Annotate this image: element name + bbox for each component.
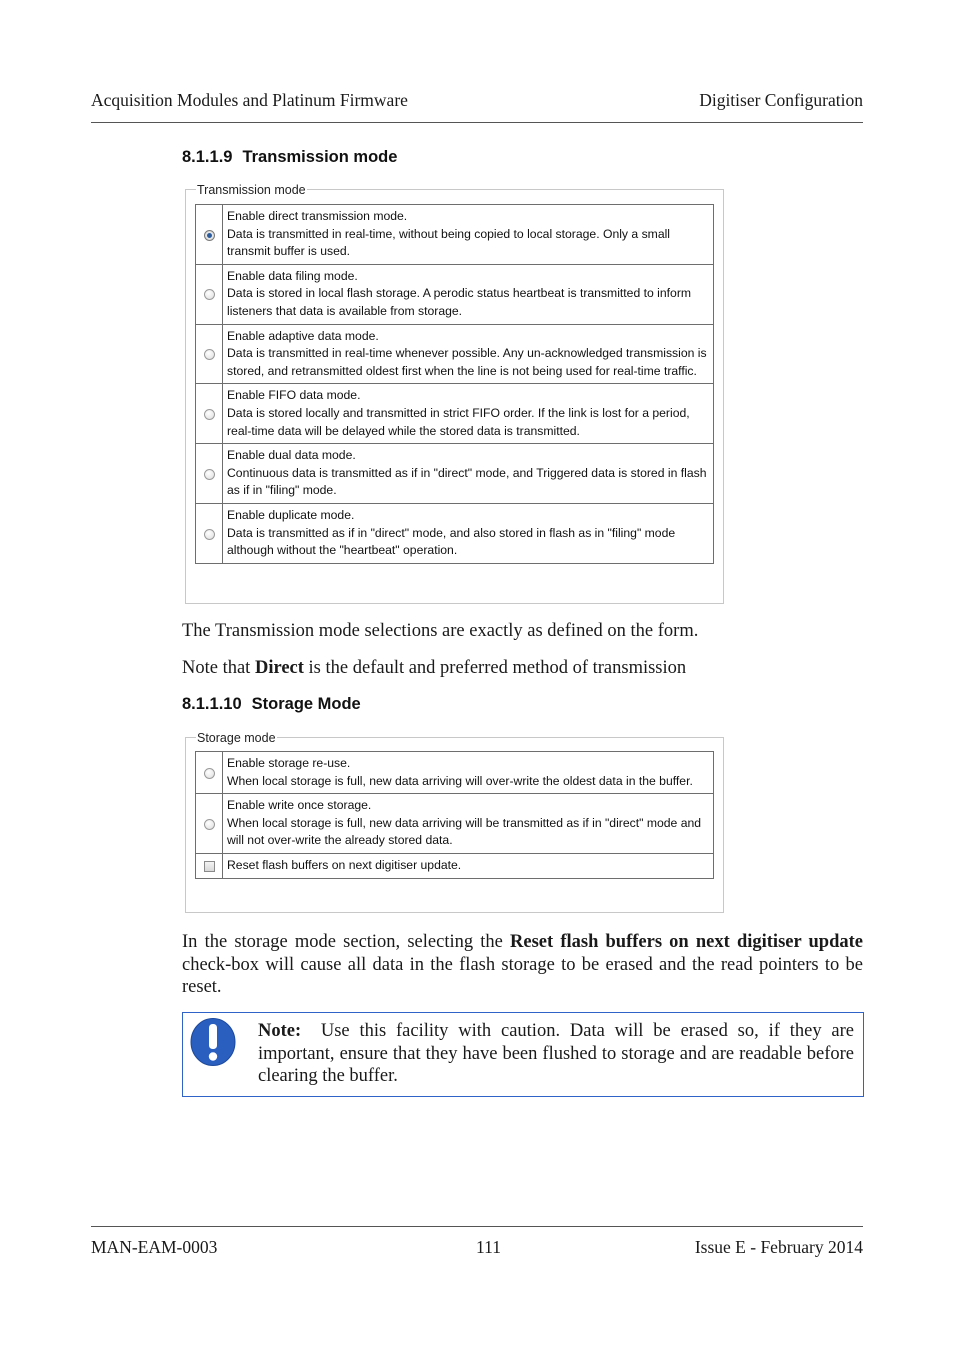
- option-text-cell: [223, 205, 714, 265]
- control-cell: [196, 853, 223, 878]
- option-row: [196, 853, 714, 878]
- option-description: Data is transmitted in real-time whenever possible. Any un-acknowledged transmission is stored, and retransmitted oldest first when the line is not being used for real-time traffic.: [227, 346, 707, 378]
- control-cell: [196, 384, 223, 444]
- fieldset-legend: Storage mode: [197, 731, 276, 745]
- radio-button[interactable]: [204, 768, 215, 779]
- section-heading-storage: [182, 695, 361, 714]
- radio-button[interactable]: [204, 469, 215, 480]
- fieldset-legend: Transmission mode: [197, 183, 306, 197]
- radio-button[interactable]: [204, 409, 215, 420]
- storage-mode-fieldset: [185, 731, 724, 913]
- option-description: When local storage is full, new data arriving will over-write the oldest data in the buffer.: [227, 773, 693, 788]
- footer-rule: [91, 1226, 863, 1227]
- radio-button[interactable]: [204, 819, 215, 830]
- bold-text: Reset flash buffers on next digitiser update: [510, 932, 863, 952]
- option-text-cell: [223, 794, 714, 854]
- option-text-cell: [223, 503, 714, 563]
- option-title: Enable storage re-use.: [227, 756, 351, 770]
- transmission-options-table: [195, 204, 714, 564]
- section-heading-transmission: [182, 148, 397, 167]
- control-cell: [196, 794, 223, 854]
- option-row: [196, 794, 714, 854]
- option-description: Data is transmitted as if in "direct" mode, and also stored in flash as in "filing" mode although without the "heartbeat" operation.: [227, 525, 676, 558]
- option-text-cell: [223, 752, 714, 794]
- note-label: Note:: [258, 1021, 302, 1041]
- note-body: Use this facility with caution. Data will be erased so, if they are important, ensure that they have been flushed to storage and are readable before clearing the buffer.: [258, 1021, 855, 1086]
- paragraph-reset-checkbox: [182, 931, 863, 999]
- control-cell: [196, 324, 223, 384]
- option-description: Data is stored locally and transmitted in strict FIFO order. If the link is lost for a period, real-time data will be delayed while the stored data is transmitted.: [227, 405, 690, 438]
- option-text-cell: [223, 444, 714, 504]
- radio-button[interactable]: [204, 529, 215, 540]
- option-row: [196, 503, 714, 563]
- reset-flash-checkbox[interactable]: [204, 861, 215, 872]
- footer-doc-id: MAN-EAM-0003: [91, 1237, 218, 1257]
- page-number: 111: [476, 1237, 501, 1257]
- text-span: Note that: [182, 658, 255, 678]
- section-title: Transmission mode: [242, 148, 398, 166]
- option-title: Enable duplicate mode.: [227, 507, 355, 522]
- text-span: is the default and preferred method of transmission: [303, 658, 687, 678]
- control-cell: [196, 752, 223, 794]
- header-rule: [91, 122, 863, 123]
- option-description: When local storage is full, new data arriving will be transmitted as if in "direct" mode and will not over-write the already stored data.: [227, 815, 702, 848]
- note-text: [258, 1020, 854, 1088]
- option-title: Enable direct transmission mode.: [227, 209, 408, 223]
- section-number: 8.1.1.9: [182, 148, 233, 166]
- option-row: [196, 444, 714, 504]
- transmission-mode-fieldset: [185, 183, 724, 604]
- header-left: Acquisition Modules and Platinum Firmware: [91, 90, 408, 110]
- option-title: Enable write once storage.: [227, 798, 372, 813]
- option-description: Data is stored in local flash storage. A perodic status heartbeat is transmitted to inform listeners that data is available from storage.: [227, 286, 692, 318]
- option-row: [196, 205, 714, 265]
- option-description: Data is transmitted in real-time, without being copied to local storage. Only a small transmit buffer is used.: [227, 226, 671, 259]
- paragraph-transmission-selections: The Transmission mode selections are exactly as defined on the form.: [182, 621, 699, 641]
- footer-issue: Issue E - February 2014: [694, 1237, 863, 1257]
- section-title: Storage Mode: [251, 695, 361, 713]
- option-title: Enable FIFO data mode.: [227, 388, 361, 403]
- option-title: Enable data filing mode.: [227, 268, 358, 283]
- text-span: In the storage mode section, selecting the: [182, 932, 511, 952]
- bold-text: Direct: [254, 658, 304, 678]
- control-cell: [196, 503, 223, 563]
- option-text-cell: [223, 324, 714, 384]
- control-cell: [196, 444, 223, 504]
- checkbox-label: Reset flash buffers on next digitiser update.: [223, 853, 714, 878]
- radio-button[interactable]: [204, 349, 215, 360]
- option-row: [196, 324, 714, 384]
- control-cell: [196, 205, 223, 265]
- storage-options-table: [195, 751, 714, 879]
- radio-button[interactable]: [204, 289, 215, 300]
- radio-button[interactable]: [204, 230, 215, 241]
- option-row: [196, 264, 714, 324]
- option-title: Enable adaptive data mode.: [227, 328, 379, 343]
- option-row: [196, 752, 714, 794]
- control-cell: [196, 264, 223, 324]
- option-description: Continuous data is transmitted as if in "direct" mode, and Triggered data is stored in flash as if in "filing" mode.: [227, 465, 707, 498]
- option-row: [196, 384, 714, 444]
- exclamation-icon: [190, 1017, 238, 1067]
- option-title: Enable dual data mode.: [227, 448, 356, 463]
- text-span: check-box will cause all data in the flash storage to be erased and the read pointers to be reset.: [182, 954, 863, 997]
- section-number: 8.1.1.10: [182, 695, 242, 713]
- option-text-cell: [223, 264, 714, 324]
- paragraph-default-method: [182, 657, 686, 680]
- header-right: Digitiser Configuration: [699, 90, 863, 110]
- option-text-cell: [223, 384, 714, 444]
